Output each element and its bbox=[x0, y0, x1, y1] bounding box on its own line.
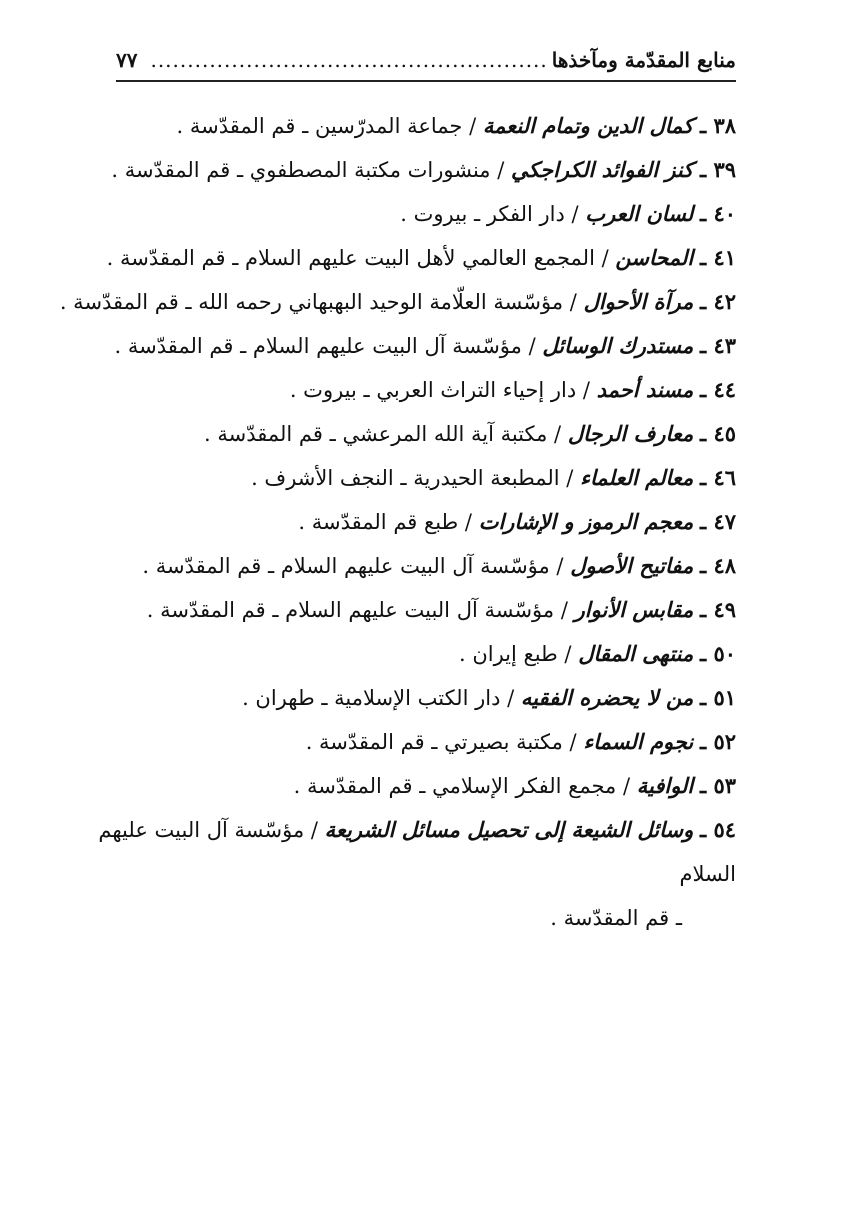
book-title: معالم العلماء bbox=[580, 465, 694, 490]
header-leader-dots: ...................................................... bbox=[150, 48, 548, 72]
reference-item bbox=[96, 324, 736, 368]
reference-item bbox=[96, 632, 736, 676]
publisher-info: / منشورات مكتبة المصطفوي ـ قم المقدّسة . bbox=[111, 158, 505, 182]
reference-number: ٤٨ ـ bbox=[699, 553, 736, 578]
publisher-info: / مجمع الفكر الإسلامي ـ قم المقدّسة . bbox=[293, 774, 631, 798]
page-number: ٧٧ bbox=[116, 48, 138, 72]
publisher-info: / جماعة المدرّسين ـ قم المقدّسة . bbox=[176, 114, 477, 138]
publisher-info: / دار الكتب الإسلامية ـ طهران . bbox=[242, 686, 515, 710]
book-title: معجم الرموز و الإشارات bbox=[478, 509, 694, 534]
publisher-info-continued: ـ قم المقدّسة . bbox=[550, 906, 682, 930]
reference-item bbox=[96, 148, 736, 192]
publisher-info: / دار إحياء التراث العربي ـ بيروت . bbox=[289, 378, 590, 402]
reference-item bbox=[96, 588, 736, 632]
reference-item bbox=[96, 456, 736, 500]
publisher-info: / مكتبة آية الله المرعشي ـ قم المقدّسة . bbox=[204, 422, 562, 446]
reference-item bbox=[96, 676, 736, 720]
reference-item bbox=[96, 236, 736, 280]
book-title: مرآة الأحوال bbox=[583, 289, 694, 314]
reference-number: ٤٧ ـ bbox=[699, 509, 736, 534]
running-header bbox=[116, 40, 736, 82]
reference-item bbox=[96, 544, 736, 588]
publisher-info: / طبع قم المقدّسة . bbox=[298, 510, 472, 534]
reference-list bbox=[59, 104, 736, 930]
reference-item bbox=[96, 808, 736, 930]
reference-item bbox=[59, 280, 736, 324]
reference-number: ٥٤ ـ bbox=[699, 817, 736, 842]
book-title: مقابس الأنوار bbox=[574, 597, 694, 622]
reference-item bbox=[96, 192, 736, 236]
reference-number: ٣٩ ـ bbox=[699, 157, 736, 182]
book-title: نجوم السماء bbox=[583, 729, 694, 754]
book-title: لسان العرب bbox=[585, 201, 694, 226]
book-title: مسند أحمد bbox=[596, 377, 694, 402]
reference-number: ٤١ ـ bbox=[699, 245, 736, 270]
book-title: المحاسن bbox=[615, 245, 694, 270]
book-title: كنز الفوائد الكراجكي bbox=[510, 157, 694, 182]
reference-item bbox=[96, 104, 736, 148]
book-title: من لا يحضره الفقيه bbox=[520, 685, 694, 710]
reference-number: ٤٣ ـ bbox=[699, 333, 736, 358]
book-title: مفاتيح الأصول bbox=[570, 553, 694, 578]
reference-item bbox=[96, 720, 736, 764]
reference-number: ٤٠ ـ bbox=[699, 201, 736, 226]
book-title: منتهى المقال bbox=[578, 641, 694, 666]
reference-number: ٥٢ ـ bbox=[699, 729, 736, 754]
publisher-info: / مؤسّسة العلّامة الوحيد البهبهاني رحمه الله ـ قم المقدّسة . bbox=[59, 290, 577, 314]
reference-item bbox=[96, 764, 736, 808]
publisher-info: / دار الفكر ـ بيروت . bbox=[400, 202, 579, 226]
publisher-info: / مؤسّسة آل البيت عليهم السلام bbox=[98, 818, 736, 886]
reference-number: ٤٢ ـ bbox=[699, 289, 736, 314]
publisher-info: / مؤسّسة آل البيت عليهم السلام ـ قم المقدّسة . bbox=[142, 554, 564, 578]
reference-number: ٥٠ ـ bbox=[699, 641, 736, 666]
reference-item bbox=[96, 412, 736, 456]
reference-item bbox=[96, 500, 736, 544]
reference-number: ٤٦ ـ bbox=[699, 465, 736, 490]
publisher-info: / المطبعة الحيدرية ـ النجف الأشرف . bbox=[251, 466, 574, 490]
reference-number: ٤٥ ـ bbox=[699, 421, 736, 446]
publisher-info: / طبع إيران . bbox=[458, 642, 572, 666]
publisher-info: / مكتبة بصيرتي ـ قم المقدّسة . bbox=[305, 730, 577, 754]
reference-number: ٤٩ ـ bbox=[699, 597, 736, 622]
reference-number: ٥٣ ـ bbox=[699, 773, 736, 798]
header-title: منابع المقدّمة ومآخذها bbox=[551, 48, 736, 72]
book-title: الوافية bbox=[636, 773, 694, 798]
reference-number: ٤٤ ـ bbox=[699, 377, 736, 402]
publisher-info: / مؤسّسة آل البيت عليهم السلام ـ قم المقدّسة . bbox=[146, 598, 568, 622]
reference-item bbox=[96, 368, 736, 412]
book-title: وسائل الشيعة إلى تحصيل مسائل الشريعة bbox=[324, 817, 694, 842]
book-title: كمال الدين وتمام النعمة bbox=[482, 113, 694, 138]
book-title: معارف الرجال bbox=[567, 421, 694, 446]
reference-number: ٥١ ـ bbox=[699, 685, 736, 710]
publisher-info: / المجمع العالمي لأهل البيت عليهم السلام ـ قم المقدّسة . bbox=[106, 246, 609, 270]
reference-number: ٣٨ ـ bbox=[699, 113, 736, 138]
publisher-info: / مؤسّسة آل البيت عليهم السلام ـ قم المقدّسة . bbox=[114, 334, 536, 358]
book-title: مستدرك الوسائل bbox=[542, 333, 694, 358]
